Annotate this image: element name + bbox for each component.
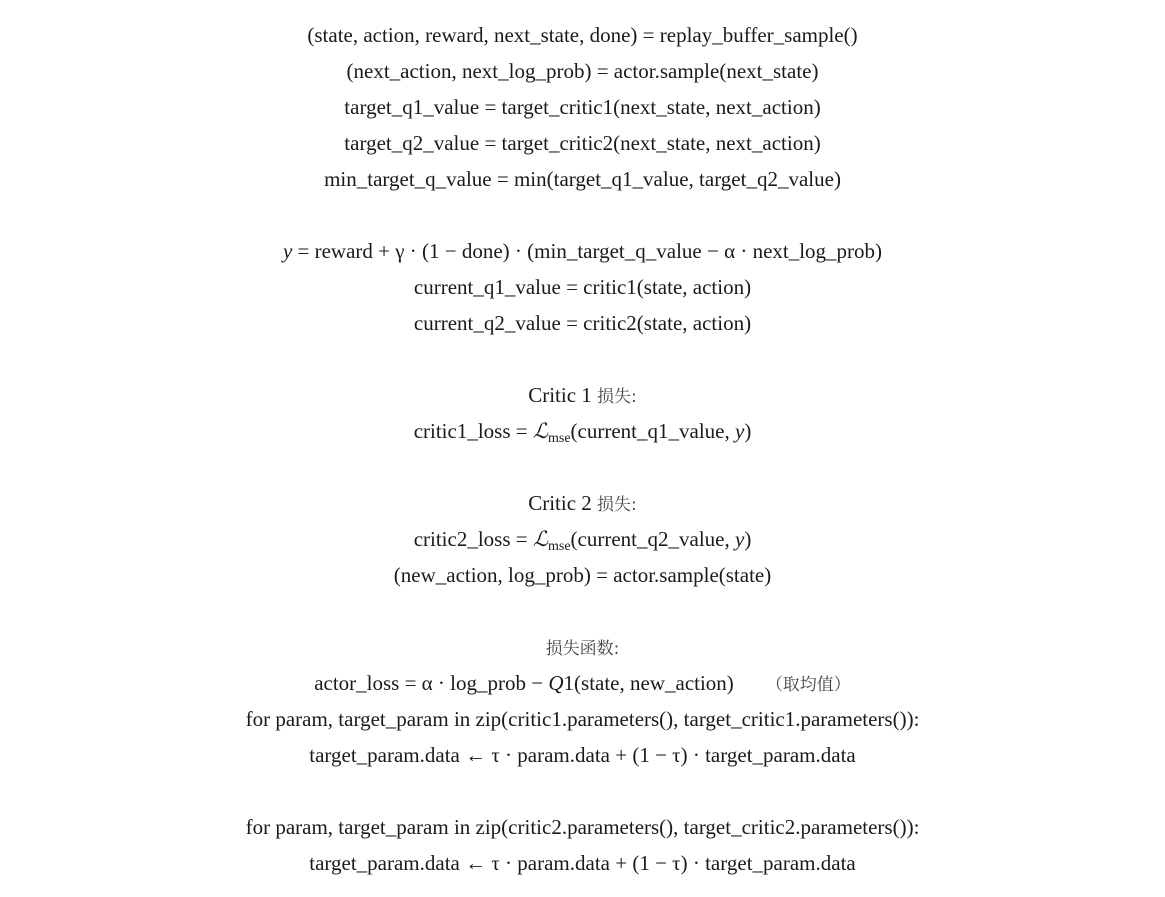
- loss-subscript: mse: [547, 431, 571, 446]
- next-action-text: (next_action, next_log_prob) = actor.sample(next_state): [346, 59, 819, 83]
- actor-loss-part-b: 1(state, new_action): [563, 671, 734, 695]
- target-y-line: [0, 237, 1165, 265]
- target-q1-line: [0, 93, 1165, 121]
- soft-update-assign-2-text: target_param.data ← τ · param.data + (1 − τ) · target_param.data: [309, 851, 856, 875]
- critic1-loss-args: (current_q1_value,: [570, 419, 735, 443]
- critic1-loss-lhs: critic1_loss =: [413, 419, 533, 443]
- critic2-heading: [0, 489, 1165, 519]
- critic2-loss-y: y: [734, 527, 745, 551]
- actor-loss-part-a: actor_loss = α · log_prob −: [314, 671, 549, 695]
- actor-loss-note: （取均值）: [765, 675, 851, 695]
- target-y-expression: = reward + γ · (1 − done) · (min_target_q_value − α · next_log_prob): [292, 239, 883, 263]
- sample-batch-line: [0, 21, 1165, 49]
- target-q2-line: [0, 129, 1165, 157]
- soft-update-assign-2: [0, 849, 1165, 877]
- critic1-loss-close: ): [744, 419, 752, 443]
- actor-loss-heading-zh: 损失函数:: [545, 639, 620, 659]
- soft-update-assign-1: [0, 741, 1165, 769]
- target-y-var: y: [282, 239, 293, 263]
- critic2-heading-text: Critic 2: [528, 491, 592, 515]
- critic2-loss-lhs: critic2_loss =: [413, 527, 533, 551]
- min-target-q-text: min_target_q_value = min(target_q1_value, target_q2_value): [324, 167, 841, 191]
- critic1-heading-text: Critic 1: [528, 383, 592, 407]
- soft-update-loop-1: [0, 705, 1165, 733]
- critic2-loss-line: [0, 525, 1165, 561]
- min-target-q-line: [0, 165, 1165, 193]
- current-q2-text: current_q2_value = critic2(state, action): [413, 311, 752, 335]
- next-action-line: [0, 57, 1165, 85]
- current-q1-line: [0, 273, 1165, 301]
- loss-subscript: mse: [547, 539, 571, 554]
- critic1-loss-line: [0, 417, 1165, 453]
- loss-symbol: ℒ: [532, 419, 548, 443]
- new-action-line: [0, 561, 1165, 589]
- critic2-loss-close: ): [744, 527, 752, 551]
- soft-update-loop-1-text: for param, target_param in zip(critic1.parameters(), target_critic1.parameters()):: [245, 707, 920, 731]
- critic1-loss-y: y: [734, 419, 745, 443]
- new-action-text: (new_action, log_prob) = actor.sample(state): [393, 563, 772, 587]
- actor-loss-heading: [0, 633, 1165, 663]
- loss-symbol: ℒ: [532, 527, 548, 551]
- soft-update-loop-2-text: for param, target_param in zip(critic2.parameters(), target_critic2.parameters()):: [245, 815, 920, 839]
- current-q1-text: current_q1_value = critic1(state, action): [413, 275, 752, 299]
- target-q2-text: target_q2_value = target_critic2(next_state, next_action): [344, 131, 821, 155]
- critic2-loss-args: (current_q2_value,: [570, 527, 735, 551]
- actor-loss-line: [0, 669, 1165, 699]
- critic1-heading-zh: 损失:: [597, 387, 637, 407]
- critic2-heading-zh: 损失:: [597, 495, 637, 515]
- soft-update-loop-2: [0, 813, 1165, 841]
- soft-update-assign-1-text: target_param.data ← τ · param.data + (1 − τ) · target_param.data: [309, 743, 856, 767]
- critic1-heading: [0, 381, 1165, 411]
- sample-batch-text: (state, action, reward, next_state, done) = replay_buffer_sample(): [307, 23, 858, 47]
- target-q1-text: target_q1_value = target_critic1(next_state, next_action): [344, 95, 821, 119]
- actor-loss-q: Q: [548, 671, 564, 695]
- current-q2-line: [0, 309, 1165, 337]
